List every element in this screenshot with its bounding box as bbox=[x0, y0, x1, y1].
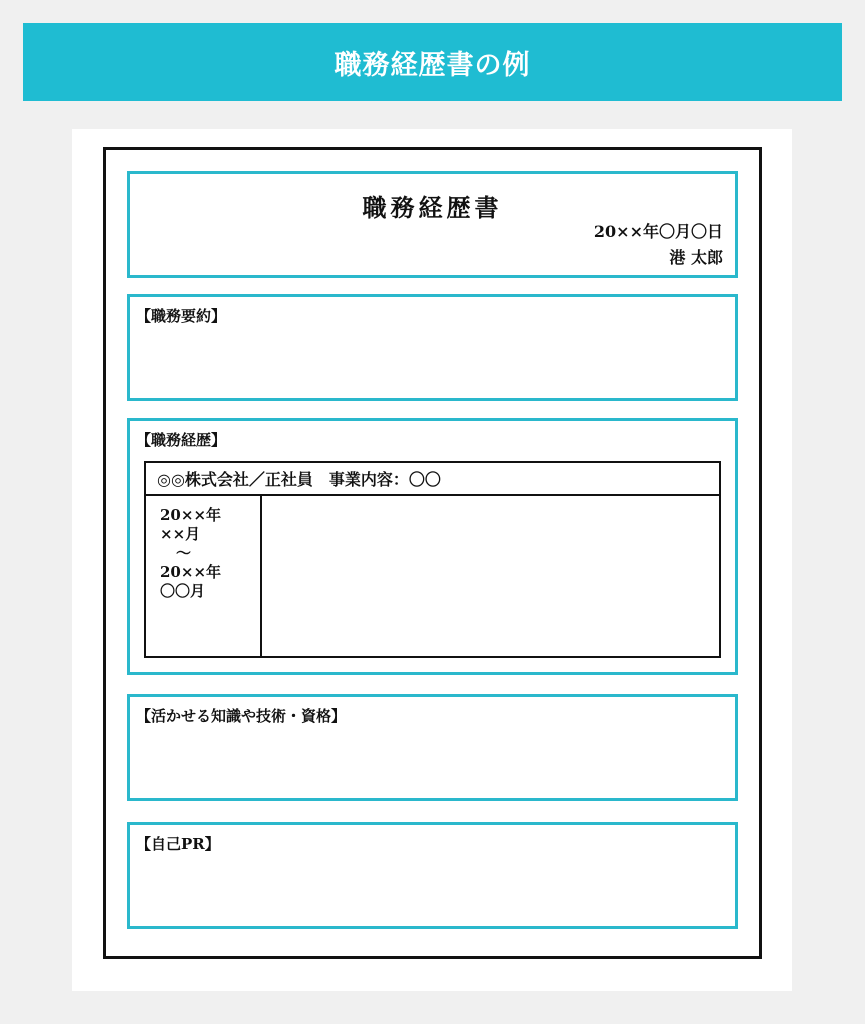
period-end-year: 20××年 bbox=[160, 563, 222, 581]
skills-section bbox=[127, 694, 738, 801]
period-separator: 〜 bbox=[176, 544, 192, 562]
header-banner bbox=[23, 23, 842, 101]
document-header-box bbox=[127, 171, 738, 278]
page-title: 職務経歴書の例 bbox=[334, 49, 531, 81]
period-end-month: 〇〇月 bbox=[160, 582, 206, 600]
history-label: 【職務経歴】 bbox=[136, 431, 227, 449]
document-author-name: 港 太郎 bbox=[669, 248, 723, 267]
job-period bbox=[146, 496, 262, 656]
self-pr-section bbox=[127, 822, 738, 929]
summary-section bbox=[127, 294, 738, 401]
job-detail-cell bbox=[262, 496, 719, 656]
self-pr-label: 【自己PR】 bbox=[136, 835, 220, 853]
job-table bbox=[144, 461, 721, 658]
period-start-month: ××月 bbox=[160, 525, 201, 543]
document-date: 20××年〇月〇日 bbox=[593, 222, 723, 241]
skills-label: 【活かせる知識や技術・資格】 bbox=[136, 707, 347, 725]
document-title: 職務経歴書 bbox=[362, 193, 503, 222]
job-company-header: ◎◎株式会社／正社員 事業内容：〇〇 bbox=[146, 463, 719, 496]
period-start-year: 20××年 bbox=[160, 506, 222, 524]
summary-label: 【職務要約】 bbox=[136, 307, 227, 325]
